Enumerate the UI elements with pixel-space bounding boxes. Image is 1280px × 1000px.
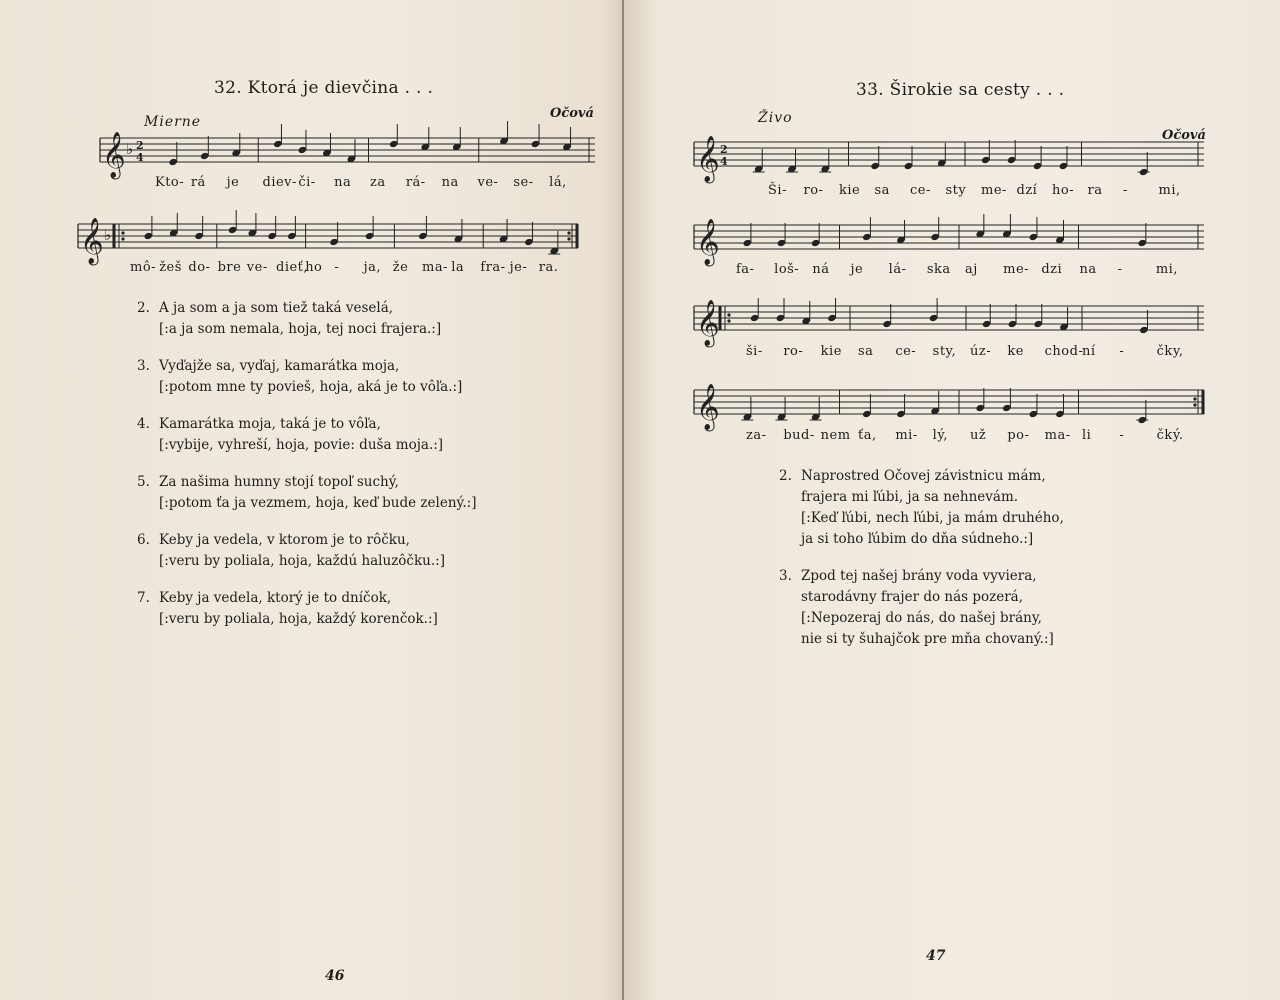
- lyric-syllable: ro-: [783, 344, 804, 359]
- verse-line: Keby ja vedela, v ktorom je to rôčku,: [159, 532, 410, 548]
- lyric-syllable: ja,: [363, 260, 382, 275]
- verse-line: Naprostred Očovej závistnicu mám,: [801, 468, 1046, 484]
- repeat-dot: [1193, 397, 1196, 400]
- lyric-syllable: ši-: [746, 344, 763, 359]
- lyric-syllable: úz-: [970, 344, 992, 359]
- flat-icon: ♭: [104, 226, 112, 244]
- treble-clef-icon: 𝄞: [102, 132, 126, 178]
- lyric-syllable: ťa,: [858, 428, 877, 443]
- lyric-syllable: ra: [1087, 183, 1103, 198]
- verse-line: [:potom mne ty povieš, hoja, aká je to vôľa.:]: [159, 379, 463, 395]
- lyric-syllable: na: [1079, 262, 1097, 277]
- treble-clef-icon: 𝄞: [696, 300, 720, 346]
- right-page: [624, 0, 1280, 1000]
- lyric-syllable: že: [392, 260, 409, 275]
- treble-clef-icon: 𝄞: [696, 219, 720, 265]
- music-staff: [694, 215, 1204, 265]
- verse: [137, 530, 476, 572]
- lyric-syllable: aj: [965, 262, 978, 277]
- verse-line: Vyďajže sa, vyďaj, kamarátka moja,: [159, 358, 400, 374]
- verse: [779, 566, 1064, 650]
- left-page: [0, 0, 622, 1000]
- lyric-syllable: ná: [812, 262, 830, 277]
- lyric-syllable: je: [850, 262, 864, 277]
- lyric-syllable: Kto-: [155, 175, 185, 190]
- lyric-syllable: loš-: [774, 262, 800, 277]
- lyric-syllable: fra-: [480, 260, 506, 275]
- treble-clef-icon: 𝄞: [696, 136, 720, 182]
- lyric-syllable: dzí: [1016, 183, 1038, 198]
- time-signature: 4: [136, 151, 144, 164]
- repeat-dot: [567, 237, 570, 240]
- lyric-syllable: za-: [746, 428, 767, 443]
- lyric-syllable: se-: [513, 175, 534, 190]
- lyric-syllable: ska: [926, 262, 951, 277]
- lyric-syllable: mi-: [895, 428, 918, 443]
- music-staff: [694, 380, 1204, 430]
- verse: [779, 466, 1064, 550]
- lyric-syllable: je: [226, 175, 240, 190]
- song-origin: Očová: [550, 106, 594, 121]
- repeat-dot: [121, 231, 124, 234]
- tempo-marking: Mierne: [144, 114, 202, 130]
- verse-number: 4.: [137, 416, 150, 432]
- lyric-syllable: sty: [945, 183, 967, 198]
- lyric-syllable: lá-: [888, 262, 907, 277]
- verse-number: 3.: [137, 358, 150, 374]
- lyric-syllable: sty,: [932, 344, 957, 359]
- time-signature: 2: [136, 139, 144, 152]
- verse-line: Keby ja vedela, ktorý je to dníčok,: [159, 590, 392, 606]
- lyric-syllable: kie: [820, 344, 842, 359]
- verse-number: 2.: [779, 468, 792, 484]
- lyric-syllable: dzi: [1041, 262, 1063, 277]
- lyric-syllable: rá-: [405, 175, 426, 190]
- verse-line: nie si ty šuhajčok pre mňa chovaný.:]: [801, 631, 1054, 647]
- lyric-syllable: la: [451, 260, 465, 275]
- lyric-syllable: čký.: [1156, 428, 1184, 443]
- lyric-syllable: ro-: [803, 183, 824, 198]
- repeat-dot: [1193, 403, 1196, 406]
- repeat-dot: [567, 231, 570, 234]
- verse-line: [:veru by poliala, hoja, každú haluzôčku.:]: [159, 553, 445, 569]
- lyric-syllable: dieť,: [276, 260, 309, 275]
- lyric-syllable: diev-: [262, 175, 297, 190]
- song-title: 33. Širokie sa cesty . . .: [856, 80, 1065, 100]
- verse-line: [:Keď ľúbi, nech ľúbi, ja mám druhého,: [801, 510, 1064, 526]
- verse-line: ja si toho ľúbim do dňa súdneho.:]: [801, 531, 1034, 547]
- repeat-dot: [727, 319, 730, 322]
- lyric-syllable: za: [370, 175, 386, 190]
- lyric-syllable: -: [1119, 344, 1125, 359]
- verse-line: Kamarátka moja, taká je to vôľa,: [159, 416, 381, 432]
- lyric-syllable: ve-: [246, 260, 268, 275]
- lyric-syllable: ho-: [1052, 183, 1075, 198]
- lyric-syllable: bre: [217, 260, 242, 275]
- lyric-syllable: nem: [820, 428, 851, 443]
- verse-line: Za našima humny stojí topoľ suchý,: [159, 474, 399, 490]
- lyric-syllable: čky,: [1156, 344, 1184, 359]
- lyric-syllable: ní: [1082, 344, 1096, 359]
- verse-line: [:Nepozeraj do nás, do našej brány,: [801, 610, 1042, 626]
- lyric-syllable: li: [1082, 428, 1092, 443]
- lyric-syllable: Ši-: [768, 183, 787, 198]
- verse-number: 3.: [779, 568, 792, 584]
- lyric-syllable: na: [441, 175, 459, 190]
- lyric-syllable: žeš: [159, 260, 182, 275]
- treble-clef-icon: 𝄞: [696, 384, 720, 430]
- lyric-syllable: fa-: [736, 262, 755, 277]
- repeat-dot: [121, 237, 124, 240]
- lyric-syllable: už: [970, 428, 987, 443]
- verse: [137, 356, 476, 398]
- lyric-syllable: mô-: [130, 260, 157, 275]
- lyric-syllable: bud-: [783, 428, 815, 443]
- verse-number: 2.: [137, 300, 150, 316]
- lyric-syllable: mi,: [1158, 183, 1181, 198]
- song-origin: Očová: [1162, 128, 1206, 143]
- music-staff: [694, 132, 1204, 182]
- lyric-syllable: ra.: [538, 260, 559, 275]
- lyric-syllable: ve-: [477, 175, 499, 190]
- lyric-syllable: po-: [1007, 428, 1030, 443]
- lyric-syllable: ke: [1007, 344, 1024, 359]
- verse-line: starodávny frajer do nás pozerá,: [801, 589, 1024, 605]
- verse-number: 5.: [137, 474, 150, 490]
- lyric-syllable: lý,: [932, 428, 949, 443]
- verse-number: 7.: [137, 590, 150, 606]
- verse: [137, 588, 476, 630]
- lyric-syllable: či-: [298, 175, 316, 190]
- verse-line: A ja som a ja som tiež taká veselá,: [159, 300, 394, 316]
- lyric-syllable: -: [1117, 262, 1123, 277]
- lyric-syllable: me-: [981, 183, 1007, 198]
- verse-line: [:veru by poliala, hoja, každý korenčok.:]: [159, 611, 438, 627]
- lyric-syllable: sa: [858, 344, 874, 359]
- verse-number: 6.: [137, 532, 150, 548]
- lyric-syllable: kie: [839, 183, 861, 198]
- verse-line: [:a ja som nemala, hoja, tej noci frajera.:]: [159, 321, 442, 337]
- lyric-syllable: mi,: [1155, 262, 1178, 277]
- treble-clef-icon: 𝄞: [80, 218, 104, 264]
- music-staff: [100, 128, 595, 178]
- song-title: 32. Ktorá je dievčina . . .: [214, 78, 434, 98]
- lyric-syllable: do-: [188, 260, 211, 275]
- verse-list: [779, 466, 1064, 666]
- music-staff: [694, 296, 1204, 346]
- lyric-syllable: -: [334, 260, 340, 275]
- music-staff: [78, 214, 578, 264]
- flat-icon: ♭: [126, 140, 134, 158]
- verse-line: [:vybije, vyhreší, hoja, povie: duša moja.:]: [159, 437, 444, 453]
- lyric-syllable: na: [334, 175, 352, 190]
- verse-line: frajera mi ľúbi, ja sa nehnevám.: [801, 489, 1019, 505]
- lyric-syllable: ce-: [910, 183, 931, 198]
- time-signature: 4: [720, 155, 728, 168]
- verse-line: [:potom ťa ja vezmem, hoja, keď bude zelený.:]: [159, 495, 477, 511]
- page-number: 46: [325, 968, 345, 984]
- lyric-syllable: chod-: [1044, 344, 1084, 359]
- verse-list: [137, 298, 476, 646]
- lyric-syllable: sa: [874, 183, 890, 198]
- lyric-syllable: ce-: [895, 344, 917, 359]
- lyric-syllable: -: [1123, 183, 1128, 198]
- lyric-syllable: ma-: [422, 260, 448, 275]
- page-number: 47: [926, 948, 946, 964]
- verse: [137, 472, 476, 514]
- lyric-syllable: me-: [1003, 262, 1030, 277]
- verse: [137, 298, 476, 340]
- lyric-syllable: je-: [509, 260, 528, 275]
- time-signature: 2: [720, 143, 728, 156]
- verse: [137, 414, 476, 456]
- verse-line: Zpod tej našej brány voda vyviera,: [801, 568, 1037, 584]
- repeat-dot: [727, 313, 730, 316]
- lyric-syllable: ma-: [1044, 428, 1071, 443]
- lyric-syllable: ho: [305, 260, 323, 275]
- lyric-syllable: lá,: [549, 175, 567, 190]
- lyric-syllable: -: [1119, 428, 1125, 443]
- lyric-syllable: rá: [190, 175, 206, 190]
- tempo-marking: Živo: [758, 110, 793, 126]
